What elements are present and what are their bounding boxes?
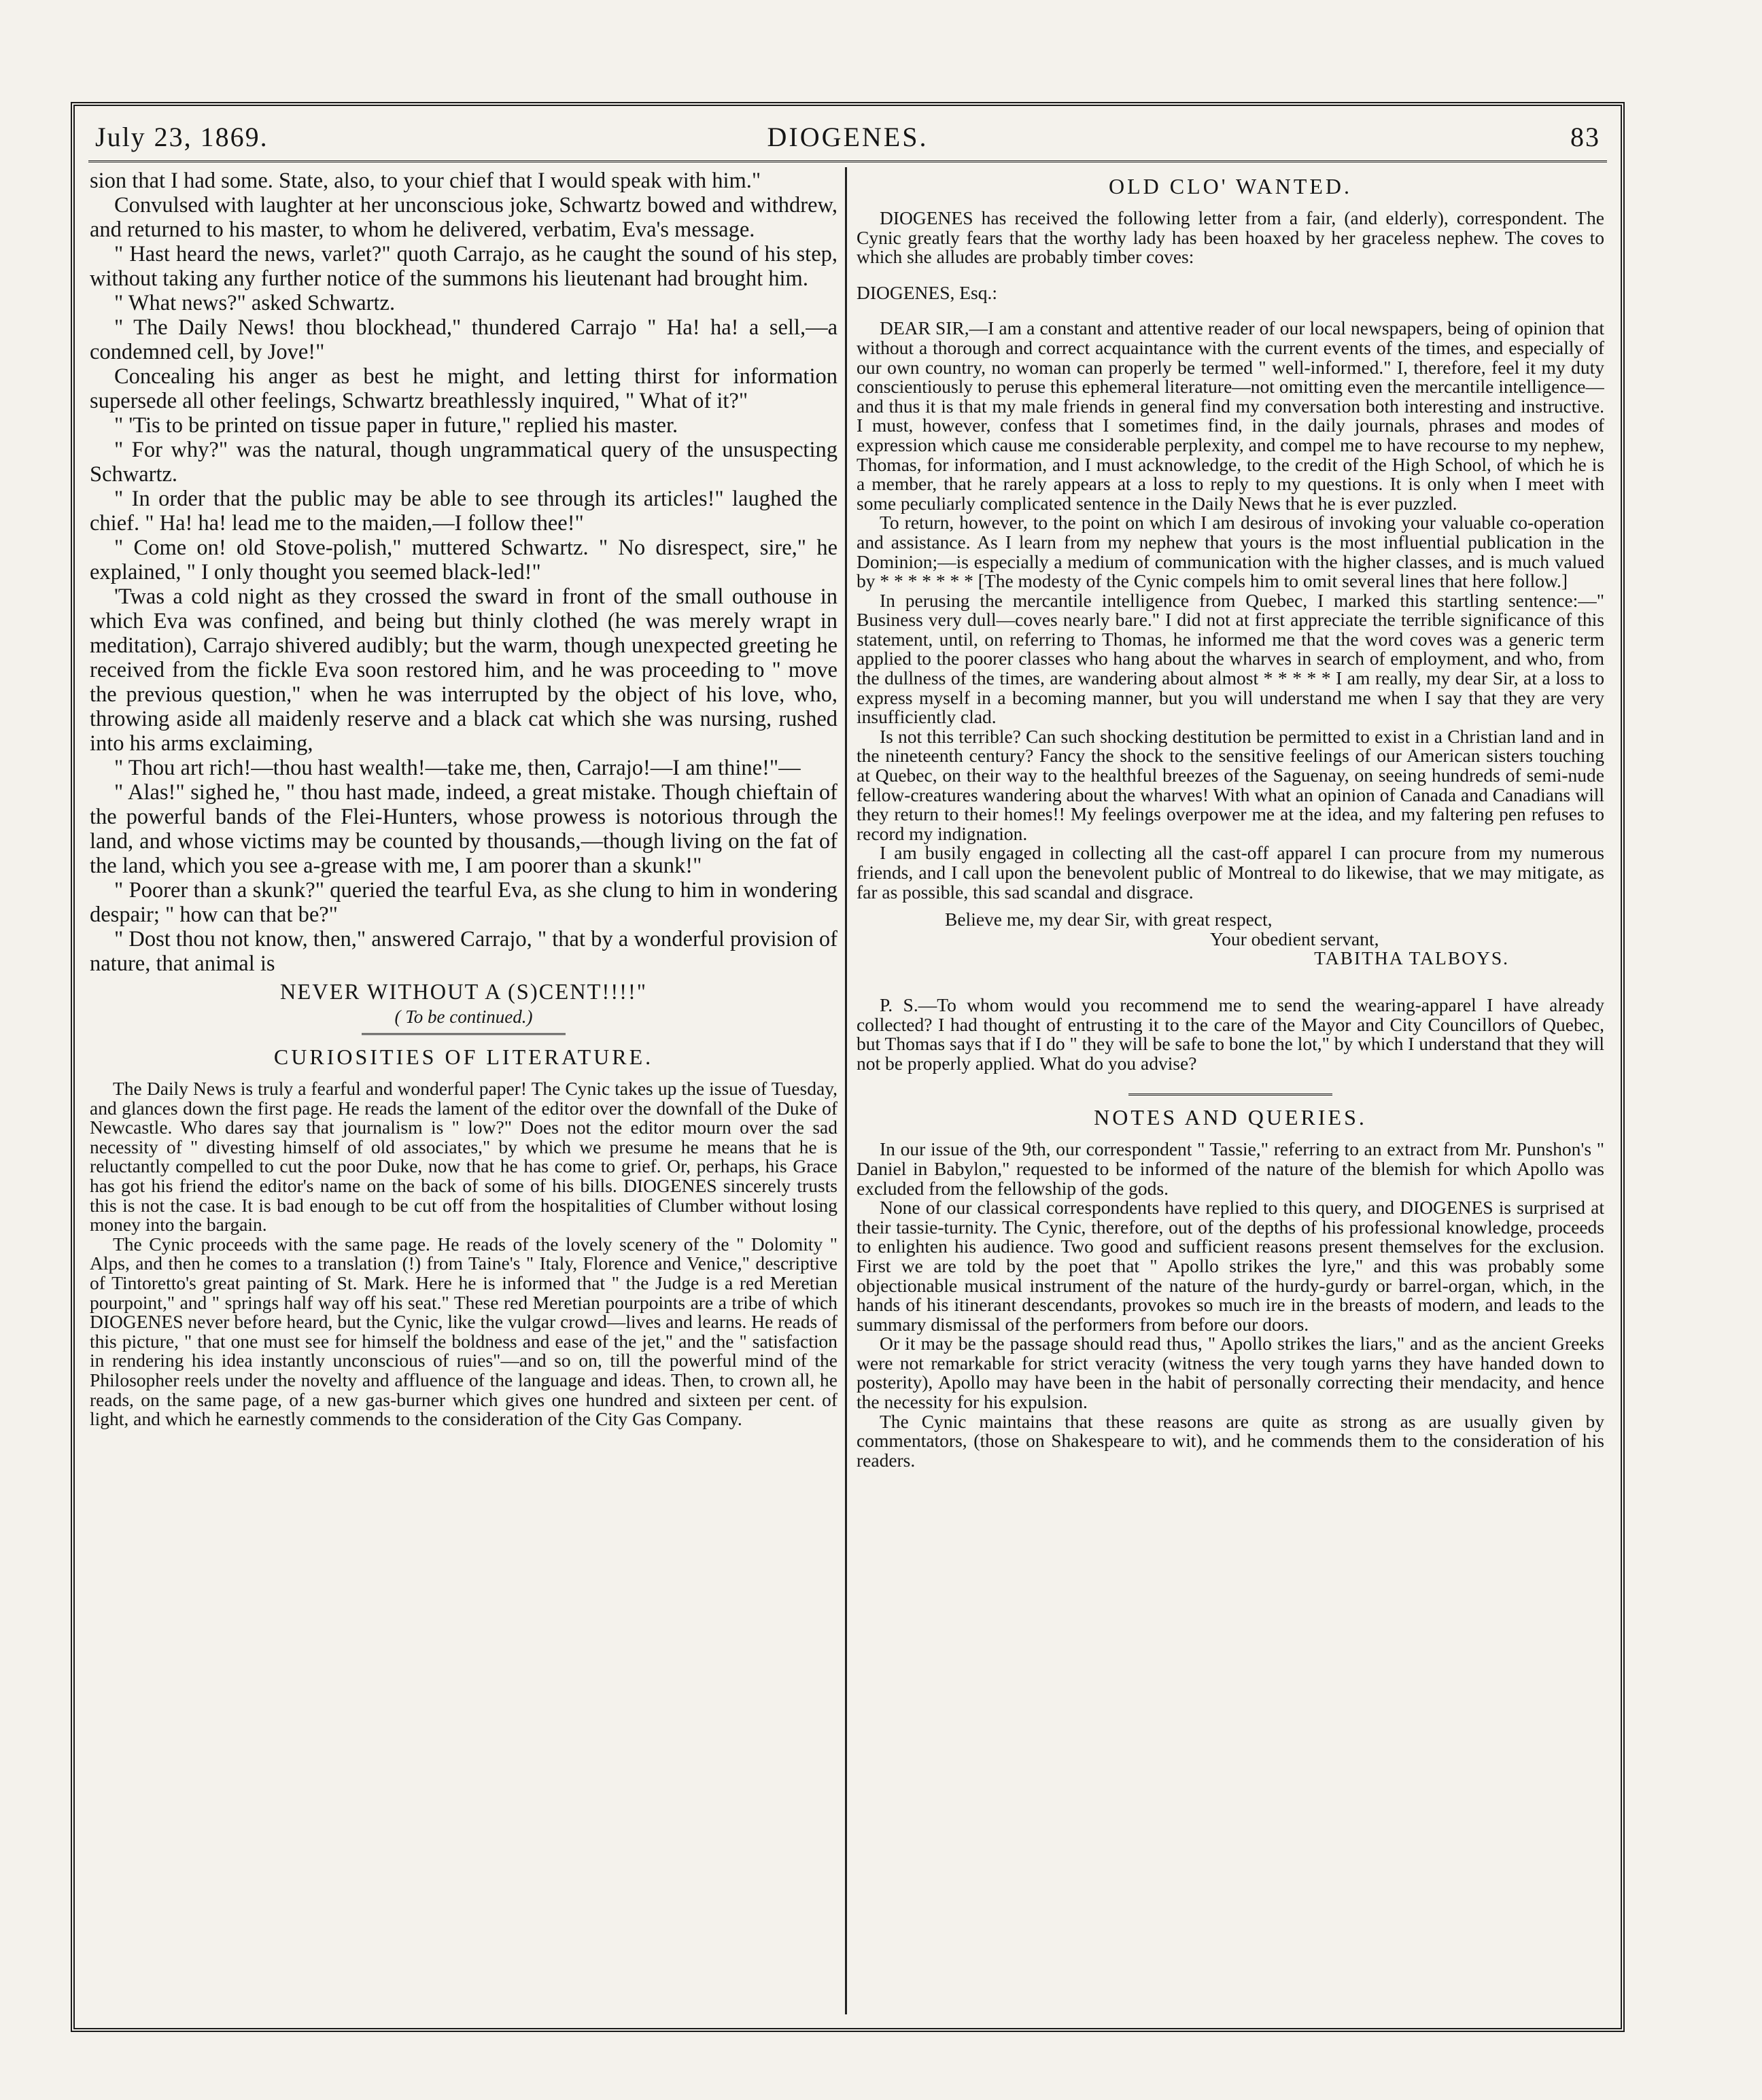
notes-title: NOTES AND QUERIES. — [1094, 1105, 1367, 1130]
notes-paragraph: Or it may be the passage should read thus, " Apollo strikes the liars," and as the ancient Greeks were not remarkable for strict veracity (witness the very tough yarns they have handed down to posterity), Apollo may have been in the habit of personally correcting their mendacity, and hence the necessity for his expulsion. — [857, 1333, 1604, 1413]
notes-article — [857, 1140, 1604, 1470]
notes-paragraph: In our issue of the 9th, our correspondent " Tassie," referring to an extract from Mr. Punshon's " Daniel in Babylon," requested to be informed of the nature of the blemish for which Apollo was excluded from the fellowship of the gods. — [857, 1138, 1604, 1199]
right-column — [857, 169, 1604, 2014]
page-number: 83 — [1570, 122, 1600, 152]
story-paragraph: " The Daily News! thou blockhead," thundered Carrajo " Ha! ha! a sell,—a condemned cell, by Jove!" — [90, 315, 837, 364]
article-paragraph: The Cynic proceeds with the same page. He reads of the lovely scenery of the " Dolomity " Alps, and then he comes to a translation (!) from Taine's " Italy, Florence and Venice," descriptive of Tintoretto's great painting of St. Mark. Here he is informed that " the Judge is a red Meretian pourpoint," and " springs half way off his seat." These red Meretian pourpoints are a tribe of which DIOGENES never before heard, but the Cynic, like the vulgar crowd—lives and learns. He reads of this picture, " that one must see for himself the boldness and ease of the jet," and the " satisfaction in rendering his idea instantly unconscious of ruies"—and so on, till the powerful mind of the Philosopher reels under the novelty and affluence of the language and ideas. Then, to crown all, he reads, on the same page, of a new gas-burner which gives one hundred and sixteen per cent. of light, and which he earnestly commends to the consideration of the City Gas Company. — [90, 1233, 837, 1430]
story-paragraph: " In order that the public may be able to see through its articles!" laughed the chief. " Ha! ha! lead me to the maiden,—I follow thee!" — [90, 487, 837, 536]
section-rule — [362, 1033, 566, 1035]
curiosities-title: CURIOSITIES OF LITERATURE. — [273, 1045, 654, 1069]
header-rule — [88, 160, 1607, 162]
story-paragraph: " What news?" asked Schwartz. — [114, 291, 396, 315]
story-paragraph: Concealing his anger as best he might, and letting thirst for information supersede all other feelings, Schwartz breathlessly inquired, " What of it?" — [90, 364, 837, 413]
to-be-continued: ( To be continued.) — [394, 1007, 533, 1027]
letter-closing: Believe me, my dear Sir, with great respect, — [945, 909, 1273, 930]
letter-signature: TABITHA TALBOYS. — [1314, 947, 1509, 969]
letter-servant: Your obedient servant, — [1210, 928, 1379, 949]
story-paragraph: " Alas!" sighed he, " thou hast made, indeed, a great mistake. Though chieftain of the powerful bands of the Flei-Hunters, whose prowess is notorious through the land, and whose victims may be counted by thousands,—though living on the fat of the land, which you see a-grease with me, I am poorer than a skunk!" — [90, 780, 837, 878]
story-paragraph: " For why?" was the natural, though ungrammatical query of the unsuspecting Schwartz. — [90, 438, 837, 487]
letter-paragraph: To return, however, to the point on which I am desirous of invoking your valuable co-operation and assistance. As I learn from my nephew that yours is the most influential publication in the Dominion;—is especially a medium of communication with the higher classes, and is much valued by * * * * * * * [The modesty of the Cynic compels him to omit several lines that here follow.] — [857, 512, 1604, 592]
story-paragraph: " Poorer than a skunk?" queried the tearful Eva, as she clung to him in wondering despair; " how can that be?" — [90, 878, 837, 927]
column-divider — [845, 167, 847, 2014]
intro-paragraph: DIOGENES has received the following letter from a fair, (and elderly), correspondent. The Cynic greatly fears that the worthy lady has been hoaxed by her graceless nephew. The coves to which she alludes are probably timber coves: — [857, 207, 1604, 268]
old-clo-article — [857, 209, 1604, 1073]
letter-paragraph: In perusing the mercantile intelligence from Quebec, I marked this startling sentence:—" Business very dull—coves nearly bare." I did not at first appreciate the terrible significance of this statement, until, on referring to Thomas, he informed me that the word coves was a generic term applied to the poorer classes who hang about the wharves in search of employment, and who, from the dullness of the times, are wandering about almost * * * * * I am really, my dear Sir, at a loss to express myself in a becoming manner, but you will understand me when I say that they are very insufficiently clad. — [857, 589, 1604, 728]
letter-salutation: DIOGENES, Esq.: — [857, 281, 998, 303]
story-paragraph: sion that I had some. State, also, to your chief that I would speak with him." — [90, 169, 761, 193]
story-paragraph: " Hast heard the news, varlet?" quoth Carrajo, as he caught the sound of his step, without taking any further notice of the summons his lieutenant had brought him. — [90, 242, 837, 291]
section-rule — [1128, 1093, 1332, 1096]
story-paragraph: " Thou art rich!—thou hast wealth!—take me, then, Carrajo!—I am thine!"— — [114, 756, 801, 780]
story-punchline: NEVER WITHOUT A (S)CENT!!!!" — [279, 980, 648, 1004]
old-clo-title: OLD CLO' WANTED. — [1108, 174, 1353, 198]
curiosities-article — [90, 1079, 837, 1429]
story-paragraph: Convulsed with laughter at her unconscious joke, Schwartz bowed and withdrew, and returned to his master, to whom he delivered, verbatim, Eva's message. — [90, 193, 837, 242]
letter-paragraph: I am busily engaged in collecting all the cast-off apparel I can procure from my numerous friends, and I call upon the benevolent public of Montreal to do likewise, that we may mitigate, as far as possible, this sad scandal and disgrace. — [857, 842, 1604, 903]
article-paragraph: The Daily News is truly a fearful and wonderful paper! The Cynic takes up the issue of Tuesday, and glances down the first page. He reads the lament of the editor over the downfall of the Duke of Newcastle. Who dares say that journalism is " low?" Does not the editor mourn over the sad necessity of " divesting himself of old associates," by which we presume he means that he is reluctantly compelled to cut the poor Duke, now that he has come to grief. Or, perhaps, his Grace has got his friend the editor's name on the back of some of his bills. DIOGENES sincerely trusts this is not the case. It is bad enough to be cut off from the hospitalities of Clumber without losing money into the bargain. — [90, 1078, 837, 1236]
masthead-title: DIOGENES. — [767, 122, 929, 152]
newspaper-page — [71, 102, 1625, 2032]
story-paragraph: " 'Tis to be printed on tissue paper in future," replied his master. — [114, 413, 678, 438]
letter-paragraph: Is not this terrible? Can such shocking destitution be permitted to exist in a Christian land and in the nineteenth century? Fancy the shock to the sensitive feelings of our American sisters touching at Quebec, on their way to the healthful breezes of the Saguenay, on seeing hundreds of semi-nude fellow-creatures wandering about the wharves! With what an opinion of Canada and Canadians will they return to their homes!! My feelings overpower me at the idea, and my faltering pen refuses to record my indignation. — [857, 725, 1604, 844]
left-column — [90, 169, 837, 2014]
story-paragraph: " Dost thou not know, then," answered Carrajo, " that by a wonderful provision of nature, that animal is — [90, 927, 837, 976]
story-paragraph: 'Twas a cold night as they crossed the sward in front of the small outhouse in which Eva was confined, and being but thinly clothed (he was merely wrapt in meditation), Carrajo shivered audibly; but the warm, though unexpected greeting he received from the fickle Eva soon restored him, and he was proceeding to " move the previous question," when he was interrupted by the object of his love, who, throwing aside all maidenly reserve and a black cat which she was nursing, rushed into his arms exclaiming, — [90, 584, 837, 756]
notes-paragraph: None of our classical correspondents have replied to this query, and DIOGENES is surprised at their tassie-turnity. The Cynic, therefore, out of the depths of his professional knowledge, proceeds to enlighten his audience. Two good and sufficient reasons present themselves for the exclusion. First we are told by the poet that " Apollo strikes the lyre," and this was probably some objectionable musical instrument of the nature of the hurdy-gurdy or barrel-organ, which, in the hands of his itinerant descendants, provokes so much ire in the breasts of modern, and leads to the summary dismissal of the performers from before our doors. — [857, 1197, 1604, 1335]
story-paragraph: " Come on! old Stove-polish," muttered Schwartz. " No disrespect, sire," he explained, " I only thought you seemed black-led!" — [90, 536, 837, 584]
serial-story — [90, 169, 837, 1029]
issue-date: July 23, 1869. — [95, 122, 269, 152]
page-header — [95, 117, 1600, 160]
letter-postscript: P. S.—To whom would you recommend me to send the wearing-apparel I have already collected? I had thought of entrusting it to the care of the Mayor and City Councillors of Quebec, but Thomas says that if I do " they will be safe to bone the lot," by which I understand that they will not be properly applied. What do you advise? — [857, 994, 1604, 1074]
letter-paragraph: DEAR SIR,—I am a constant and attentive reader of our local newspapers, being of opinion that without a thorough and correct acquaintance with the current events of the times, and especially of our own country, no woman can properly be termed " well-informed." I, therefore, feel it my duty conscientiously to peruse this ephemeral literature—not omitting even the mercantile intelligence—and thus it is that my male friends in general find my conversation both interesting and instructive. I must, however, confess that I sometimes find, in the daily journals, phrases and modes of expression which cause me considerable perplexity, and compel me to have recourse to my nephew, Thomas, for information, and I must acknowledge, to the credit of the High School, of which he is a member, that he rarely appears at a loss to reply to my questions. It is only when I meet with some peculiarly complicated sentence in the Daily News that he is ever puzzled. — [857, 317, 1604, 514]
notes-paragraph: The Cynic maintains that these reasons are quite as strong as are usually given by commentators, (those on Shakespeare to wit), and he commends them to the consideration of his readers. — [857, 1410, 1604, 1471]
